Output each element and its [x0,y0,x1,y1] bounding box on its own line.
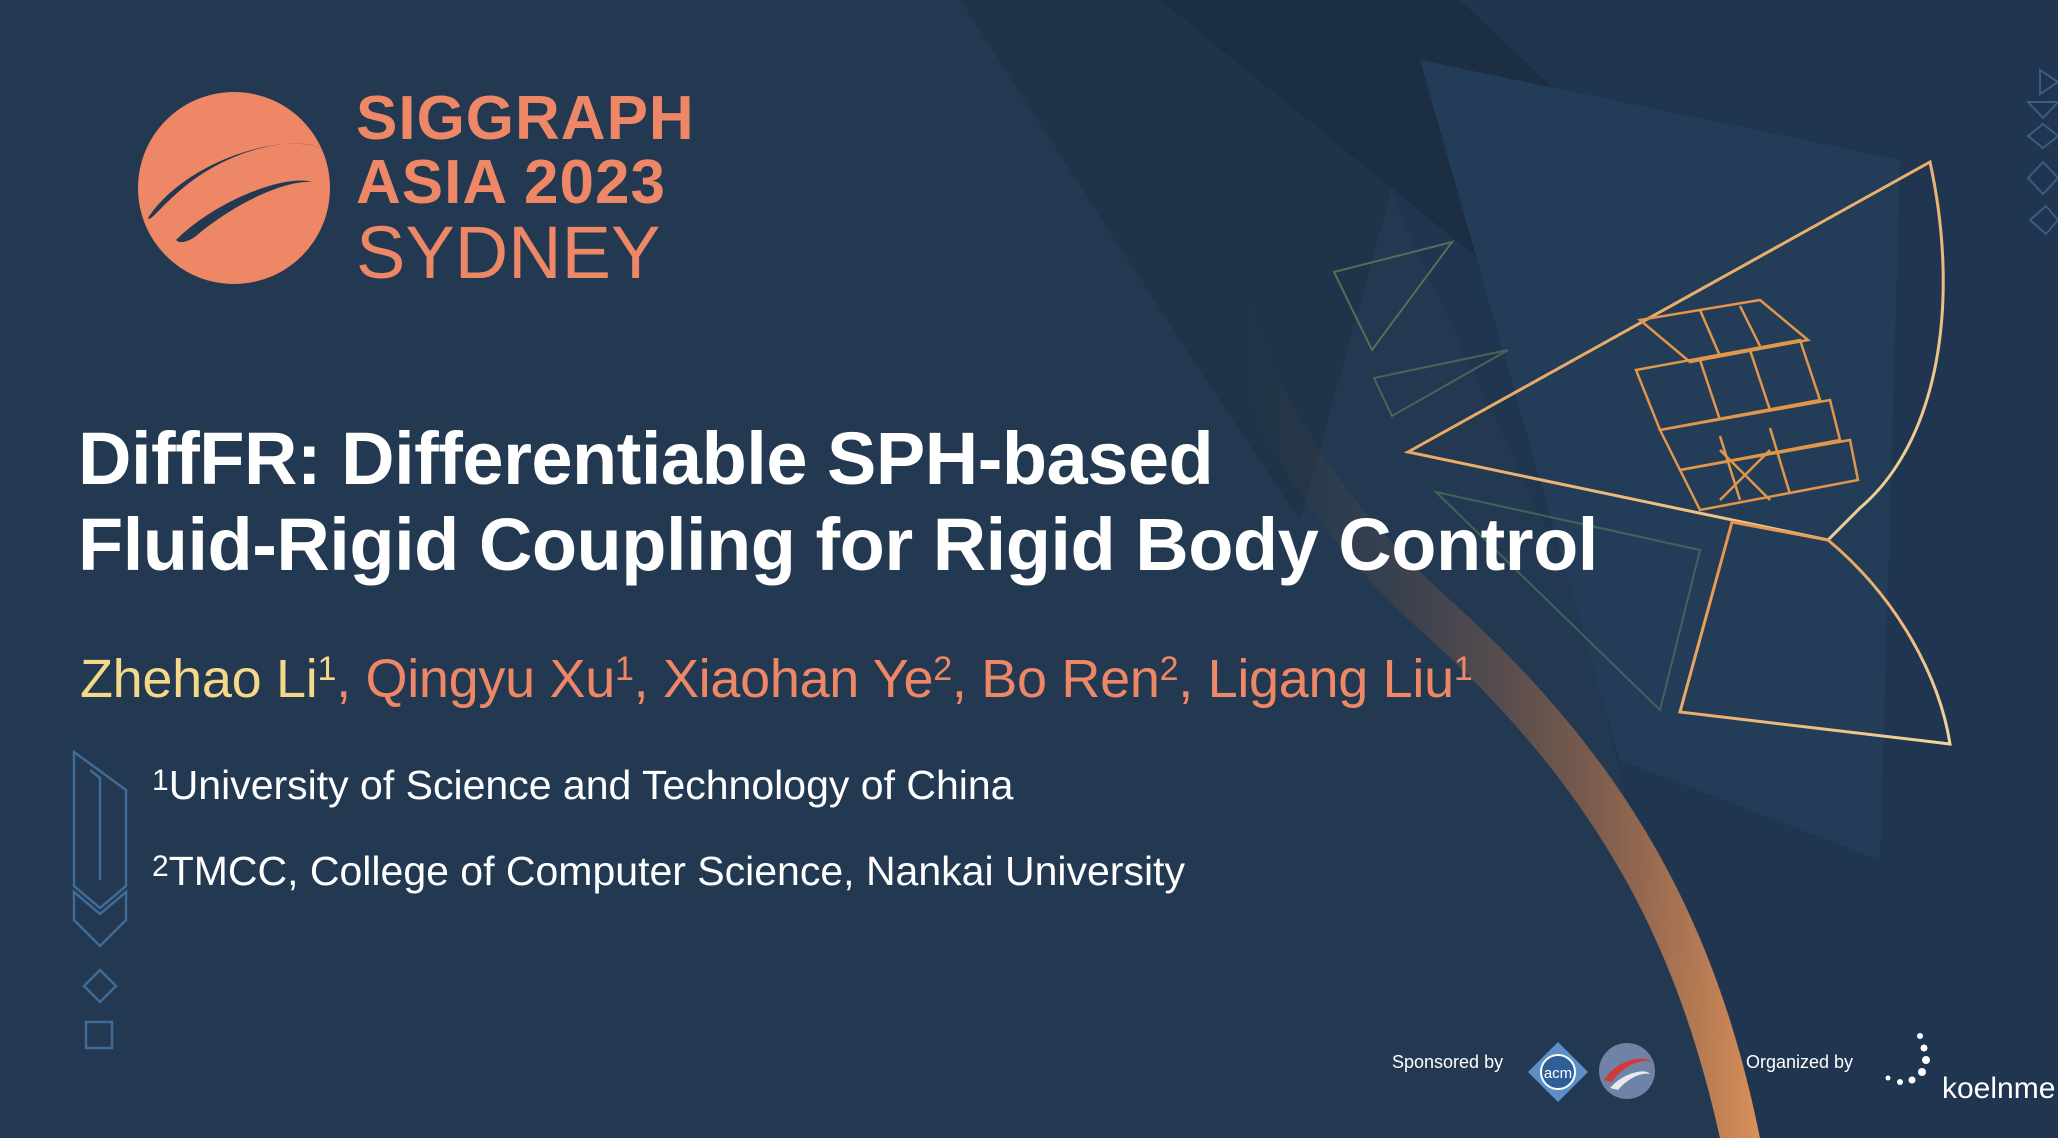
affiliation-text: TMCC, College of Computer Science, Nankai University [168,848,1185,894]
author-name: Zhehao Li [80,649,318,709]
author-5 [1208,649,1473,709]
affiliation-1 [152,762,1013,809]
logo-line-3: SYDNEY [356,211,661,294]
logo-line-2: ASIA 2023 [356,148,666,217]
siggraph-sponsor-logo-icon [1598,1042,1656,1100]
conference-logo [136,84,695,294]
organized-by-label: Organized by [1746,1052,1854,1072]
organizer-name: koelnme [1942,1072,2056,1105]
author-3 [663,649,952,709]
author-separator: , [633,649,663,709]
title-line-1: DiffFR: Differentiable SPH-based [78,417,1214,500]
author-name: Xiaohan Ye [662,649,934,709]
author-separator: , [1178,649,1208,709]
author-affil-mark: 2 [1159,650,1179,688]
author-separator: , [336,649,366,709]
author-2 [366,649,634,709]
author-separator: , [951,649,982,709]
koelnmesse-dots-icon [1880,1030,1940,1090]
affiliation-2 [152,848,1185,895]
author-name: Ligang Liu [1207,649,1454,709]
author-name: Qingyu Xu [365,649,615,709]
logo-line-1: SIGGRAPH [356,84,695,153]
sponsored-by-label: Sponsored by [1392,1052,1504,1072]
affiliation-number: 1 [152,764,169,797]
acm-logo-icon [1526,1040,1590,1104]
affiliation-number: 2 [152,850,169,883]
paper-title [78,416,1638,588]
author-list [80,648,1472,710]
author-1 [80,649,336,709]
siggraph-logo-icon [136,90,332,286]
author-affil-mark: 2 [933,650,952,688]
author-4 [981,649,1178,709]
author-name: Bo Ren [981,649,1160,709]
affiliation-text: University of Science and Technology of China [168,762,1014,808]
author-affil-mark: 1 [1453,650,1473,688]
author-affil-mark: 1 [614,650,634,688]
title-line-2: Fluid-Rigid Coupling for Rigid Body Control [78,503,1598,586]
author-affil-mark: 1 [317,650,337,688]
acm-logo-text: acm [1543,1065,1573,1082]
